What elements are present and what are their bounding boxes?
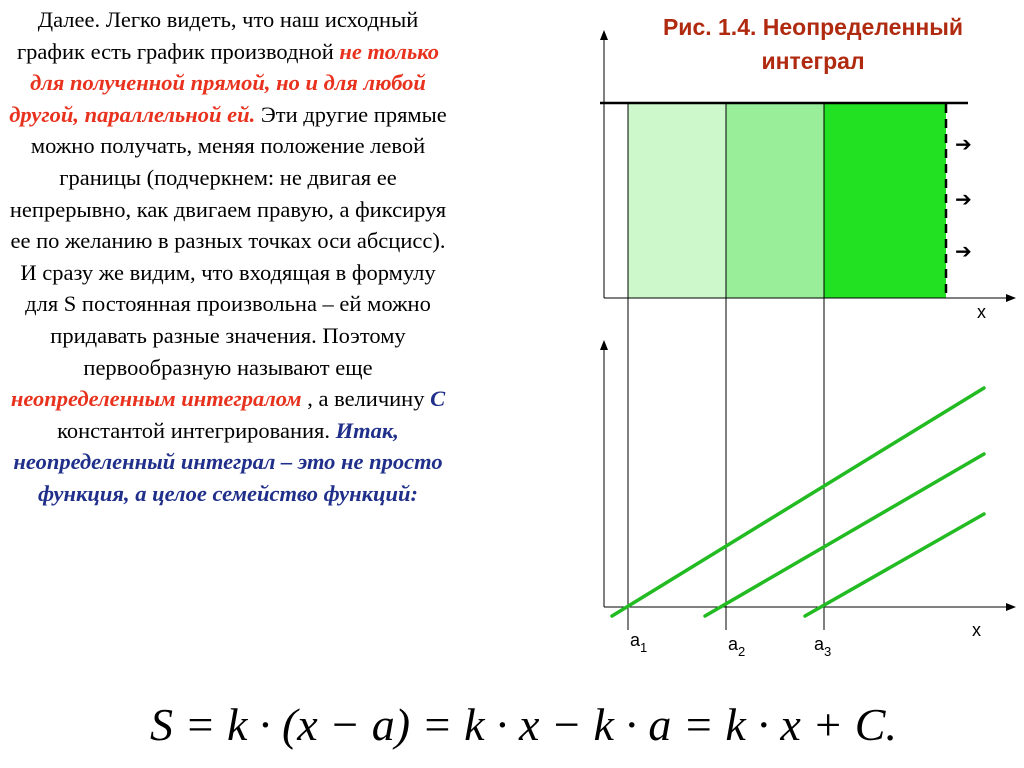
- text-part-4: константой интегрирования.: [57, 417, 336, 443]
- band-a1: [628, 103, 726, 298]
- label-a1: $a_1$: [630, 630, 648, 655]
- top-x-label: x: [977, 302, 986, 322]
- move-right-arrow-icon: ➔: [955, 239, 972, 263]
- antiderivative-line-a1: [612, 388, 984, 616]
- bottom-x-axis-arrow: [1006, 603, 1016, 611]
- highlight-constant-c: C: [430, 386, 446, 412]
- integral-formula: S = k · (x − a) = k · x − k · a = k · x + C.: [150, 699, 897, 750]
- text-part-2: Эти другие прямые можно получать, меняя положение левой границы (подчеркнем: не двигая ее непрерывно, как двигаем правую, а фиксируя ее по желанию в разных точках оси абсцисс). И сразу же видим, что входящая в формулу для S постоянная произвольна – ей можно придавать разные значения. Поэтому первообразную называют еще: [9, 101, 447, 380]
- highlight-indefinite-integral: неопределенным интегралом: [10, 386, 302, 412]
- text-part-3: , а величину: [307, 386, 431, 412]
- text-part-1: Далее. Легко видеть, что наш исходный график есть график производной: [16, 7, 419, 64]
- label-a2: $a_2$: [728, 634, 746, 659]
- move-right-arrow-icon: ➔: [955, 132, 972, 156]
- antiderivative-line-a3: [805, 514, 984, 616]
- highlight-conclusion: Итак, неопределенный интеграл – это не просто функция, а целое семейство функций:: [13, 417, 443, 506]
- move-right-arrow-icon: ➔: [955, 187, 972, 211]
- highlight-parallel-lines: не только для полученной прямой, но и для любой другой, параллельной ей.: [9, 38, 440, 127]
- bottom-x-label: x: [972, 620, 981, 640]
- top-y-axis-arrow: [600, 30, 608, 40]
- band-a2: [726, 103, 824, 298]
- top-x-axis-arrow: [1006, 294, 1016, 302]
- bottom-y-axis-arrow: [600, 340, 608, 350]
- label-a3: $a_3$: [814, 634, 832, 659]
- figure-title: Рис. 1.4. Неопределенный интеграл: [662, 14, 964, 74]
- band-a3: [824, 103, 946, 298]
